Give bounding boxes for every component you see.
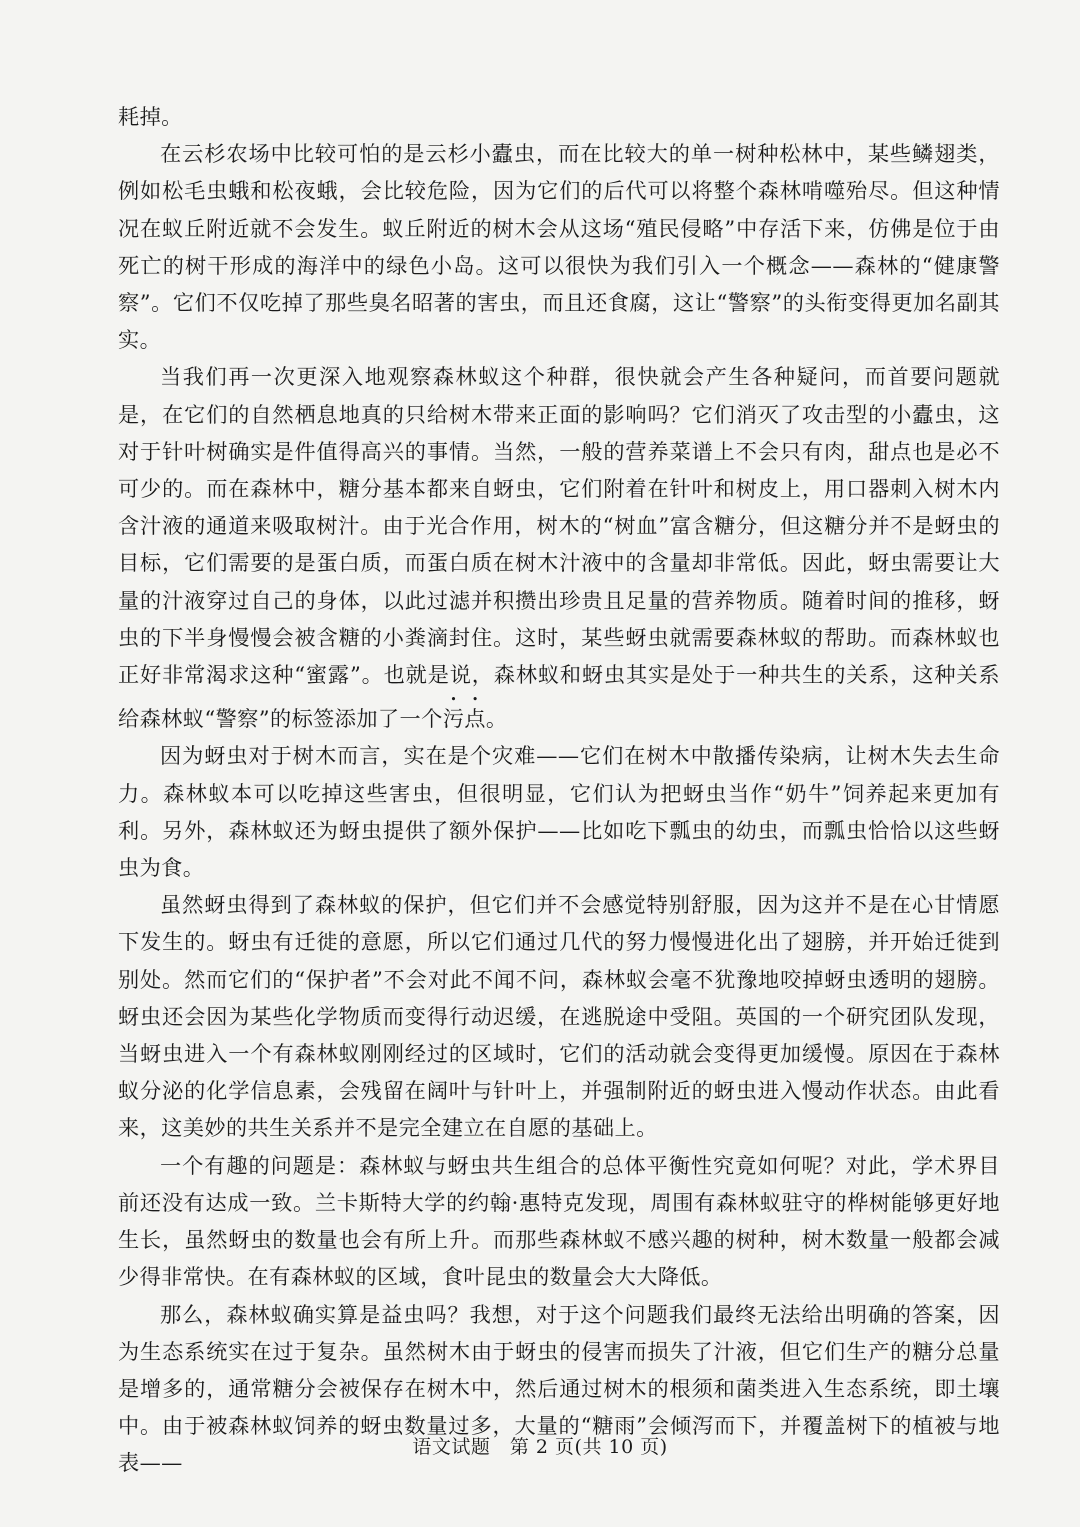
paragraph-2: 在云杉农场中比较可怕的是云杉小蠹虫，而在比较大的单一树种松林中，某些鳞翅类，例如松毛虫蛾和松夜蛾，会比较危险，因为它们的后代可以将整个森林啃噬殆尽。但这种情况在蚁丘附近就不会发生。蚁丘附近的树木会从这场“殖民侵略”中存活下来，仿佛是位于由死亡的树干形成的海洋中的绿色小岛。这可以很快为我们引入一个概念——森林的“健康警察”。它们不仅吃掉了那些臭名昭著的害虫，而且还食腐，这让“警察”的头衔变得更加名副其实。 (118, 141, 1000, 353)
paragraph-7: 那么，森林蚁确实算是益虫吗？我想，对于这个问题我们最终无法给出明确的答案，因为生态系统实在过于复杂。虽然树木由于蚜虫的侵害而损失了汁液，但它们生产的糖分总量是增多的，通常糖分会被保存在树木中，然后通过树木的根须和菌类进入生态系统，即土壤中。由于被森林蚁饲养的蚜虫数量过多，大量的“糖雨”会倾泻而下，并覆盖树下的植被与地表—— (118, 1301, 1000, 1476)
paragraph-5: 虽然蚜虫得到了森林蚁的保护，但它们并不会感觉特别舒服，因为这并不是在心甘情愿下发生的。蚜虫有迁徙的意愿，所以它们通过几代的努力慢慢进化出了翅膀，并开始迁徙到别处。然而它们的“保护者”不会对此不闻不问，森林蚁会毫不犹豫地咬掉蚜虫透明的翅膀。蚜虫还会因为某些化学物质而变得行动迟缓，在逃脱途中受阻。英国的一个研究团队发现，当蚜虫进入一个有森林蚁刚刚经过的区域时，它们的活动就会变得更加缓慢。原因在于森林蚁分泌的化学信息素，会残留在阔叶与针叶上，并强制附近的蚜虫进入慢动作状态。由此看来，这美妙的共生关系并不是完全建立在自愿的基础上。 (118, 892, 1000, 1141)
paragraph-4: 因为蚜虫对于树木而言，实在是个灾难——它们在树木中散播传染病，让树木失去生命力。森林蚁本可以吃掉这些害虫，但很明显，它们认为把蚜虫当作“奶牛”饲养起来更加有利。另外，森林蚁还为蚜虫提供了额外保护——比如吃下瓢虫的幼虫，而瓢虫恰恰以这些蚜虫为食。 (118, 743, 1000, 881)
paragraph-3-text: 当我们再一次更深入地观察森林蚁这个种群，很快就会产生各种疑问，而首要问题就是，在它们的自然栖息地真的只给树木带来正面的影响吗？它们消灭了攻击型的小蠹虫，这对于针叶树确实是件值得高兴的事情。当然，一般的营养菜谱上不会只有肉，甜点也是必不可少的。而在森林中，糖分基本都来自蚜虫，它们附着在针叶和树皮上，用口器刺入树木内含汁液的通道来吸取树汁。由于光合作用，树木的“树血”富含糖分，但这糖分并不是蚜虫的目标，它们需要的是蛋白质，而蛋白质在树木汁液中的含量却非常低。因此，蚜虫需要让大量的汁液穿过自己的身体，以此过滤并积攒出珍贵且足量的营养物质。随着时间的推移，蚜虫的下半身慢慢会被含糖的小粪滴封住。这时，某些蚜虫就需要森林蚁的帮助。而森林蚁也正好非常渴求这种“蜜露”。也就是说，森林蚁和蚜虫其实是处于一种共生的关系，这种关系给森林蚁“警察”的标签添加了一个 (118, 364, 1000, 732)
paragraph-3 (118, 358, 1000, 737)
paragraph-1: 耗掉。 (118, 104, 183, 129)
emphasis-mark-text: 污点 (442, 706, 486, 732)
paragraph-6: 一个有趣的问题是：森林蚁与蚜虫共生组合的总体平衡性究竟如何呢？对此，学术界目前还没有达成一致。兰卡斯特大学的约翰·惠特克发现，周围有森林蚁驻守的桦树能够更好地生长，虽然蚜虫的数量也会有所上升。而那些森林蚁不感兴趣的树种，树木数量一般都会减少得非常快。在有森林蚁的区域，食叶昆虫的数量会大大降低。 (118, 1152, 1000, 1290)
paragraph-3-end: 。 (485, 706, 508, 732)
page-footer: 语文试题 第 2 页(共 10 页) (412, 1436, 668, 1458)
page-body (118, 98, 1000, 1482)
